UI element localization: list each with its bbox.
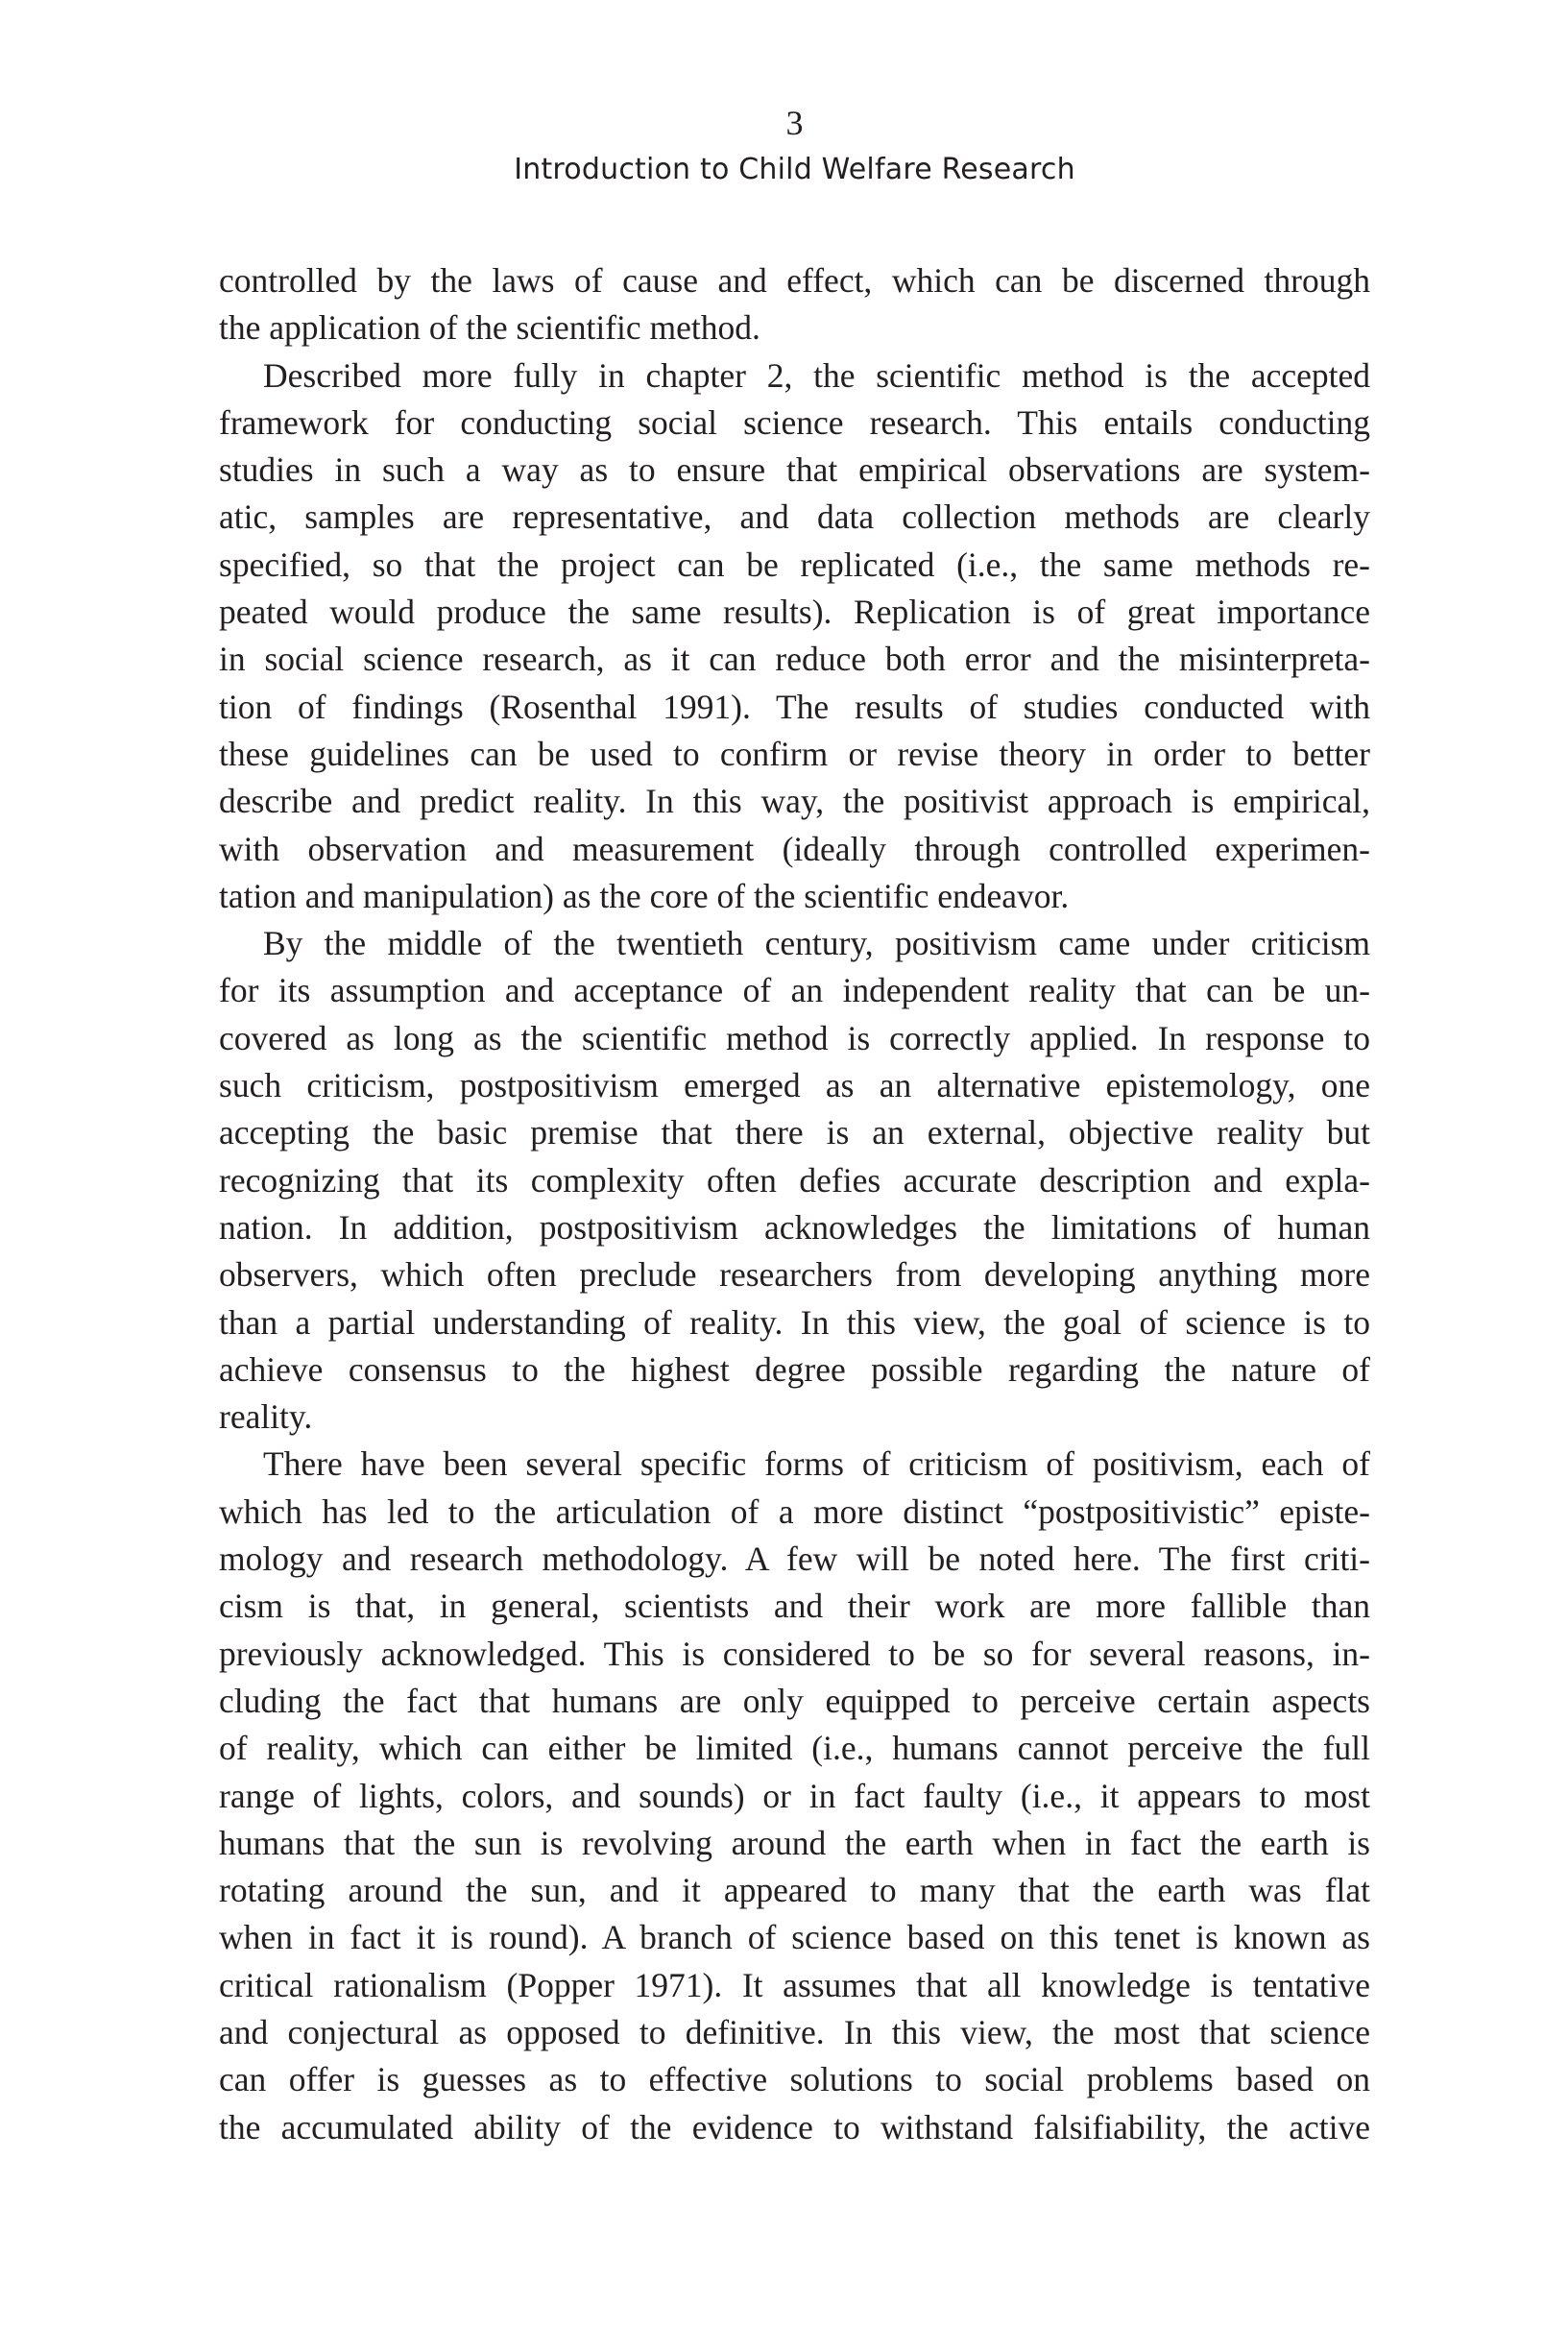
text-line: Described more fully in chapter 2, the scientific method is the accepted <box>263 355 1370 395</box>
text-line: framework for conducting social science research. This entails conducting <box>219 402 1370 442</box>
text-line: By the middle of the twentieth century, positivism came under criticism <box>263 924 1370 963</box>
text-line: range of lights, colors, and sounds) or in fact faulty (i.e., it appears to most <box>219 1776 1370 1815</box>
text-line: studies in such a way as to ensure that empirical observations are system- <box>219 450 1370 490</box>
text-line: peated would produce the same results). Replication is of great importance <box>219 593 1370 632</box>
running-head: Introduction to Child Welfare Research <box>514 153 1075 186</box>
page-number: 3 <box>785 104 804 142</box>
text-line: mology and research methodology. A few will be noted here. The first criti- <box>219 1540 1370 1579</box>
text-line: observers, which often preclude researchers from developing anything more <box>219 1255 1370 1295</box>
text-line: of reality, which can either be limited (i.e., humans cannot perceive the full <box>219 1729 1370 1768</box>
text-line: can offer is guesses as to effective solutions to social problems based on <box>219 2060 1370 2099</box>
text-line: critical rationalism (Popper 1971). It assumes that all knowledge is tentative <box>219 1965 1370 2004</box>
text-line: when in fact it is round). A branch of science based on this tenet is known as <box>219 1918 1370 1957</box>
text-line: tion of findings (Rosenthal 1991). The results of studies conducted with <box>219 687 1370 726</box>
text-line: the application of the scientific method. <box>219 308 760 348</box>
text-line: these guidelines can be used to confirm or revise theory in order to better <box>219 734 1370 773</box>
text-line: describe and predict reality. In this way, the positivist approach is empirical, <box>219 782 1370 821</box>
text-line: with observation and measurement (ideally through controlled experimen- <box>219 829 1370 868</box>
text-line: reality. <box>219 1397 313 1437</box>
text-line: in social science research, as it can reduce both error and the misinterpreta- <box>219 640 1370 679</box>
text-line: humans that the sun is revolving around the earth when in fact the earth is <box>219 1823 1370 1862</box>
text-line: and conjectural as opposed to definitive. In this view, the most that science <box>219 2012 1370 2051</box>
text-line: specified, so that the project can be replicated (i.e., the same methods re- <box>219 545 1370 584</box>
body-text <box>219 257 1370 2151</box>
text-line: such criticism, postpositivism emerged as an alternative epistemology, one <box>219 1066 1370 1105</box>
text-line: controlled by the laws of cause and effect, which can be discerned through <box>219 261 1370 300</box>
text-line: which has led to the articulation of a more distinct “postpositivistic” episte- <box>219 1491 1370 1531</box>
text-line: cism is that, in general, scientists and their work are more fallible than <box>219 1587 1370 1626</box>
text-line: There have been several specific forms of criticism of positivism, each of <box>263 1444 1370 1484</box>
text-line: achieve consensus to the highest degree possible regarding the nature of <box>219 1349 1370 1389</box>
text-line: for its assumption and acceptance of an independent reality that can be un- <box>219 971 1370 1010</box>
text-line: nation. In addition, postpositivism acknowledges the limitations of human <box>219 1207 1370 1247</box>
text-line: the accumulated ability of the evidence to withstand falsifiability, the active <box>219 2107 1370 2146</box>
text-line: covered as long as the scientific method is correctly applied. In response to <box>219 1018 1370 1057</box>
text-line: cluding the fact that humans are only equipped to perceive certain aspects <box>219 1681 1370 1720</box>
text-line: previously acknowledged. This is considered to be so for several reasons, in- <box>219 1634 1370 1673</box>
text-line: atic, samples are representative, and data collection methods are clearly <box>219 497 1370 537</box>
text-line: than a partial understanding of reality. In this view, the goal of science is to <box>219 1302 1370 1342</box>
text-line: accepting the basic premise that there is an external, objective reality but <box>219 1113 1370 1152</box>
text-line: recognizing that its complexity often defies accurate description and expla- <box>219 1160 1370 1200</box>
text-line: rotating around the sun, and it appeared to many that the earth was flat <box>219 1871 1370 1910</box>
text-line: tation and manipulation) as the core of the scientific endeavor. <box>219 876 1070 915</box>
